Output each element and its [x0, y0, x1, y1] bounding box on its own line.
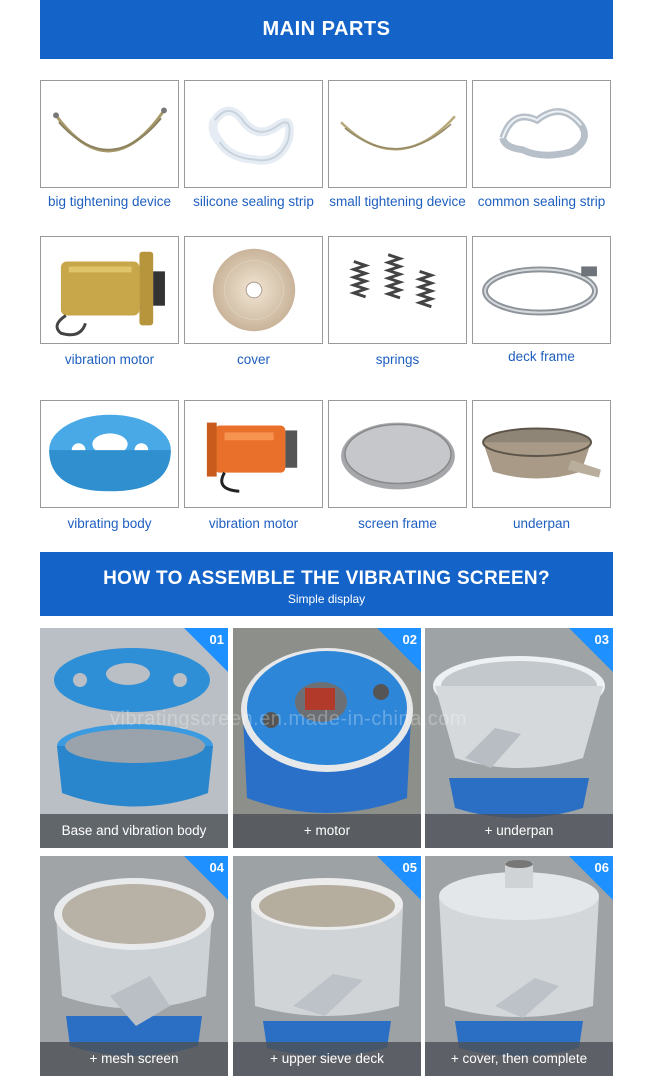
assembly-step-06 [425, 856, 613, 1076]
step-label: Base and vibration body [40, 814, 228, 848]
part-label: small tightening device [329, 194, 466, 209]
part-label: silicone sealing strip [193, 194, 314, 209]
part-vibration-motor-2 [184, 400, 323, 531]
assembly-step-05 [233, 856, 421, 1076]
part-label: vibration motor [208, 516, 299, 531]
part-image [40, 400, 179, 508]
watermark: vibratingscreen.en.made-in-china.com [110, 708, 468, 730]
part-big-tightening-device [40, 80, 179, 209]
part-underpan [472, 400, 611, 531]
part-label: vibration motor [64, 352, 155, 367]
part-label: cover [236, 352, 270, 367]
assembly-step-03 [425, 628, 613, 848]
assemble-banner [40, 552, 613, 616]
step-number: 06 [594, 860, 609, 875]
main-parts-banner [40, 0, 613, 59]
step-label: + mesh screen [40, 1042, 228, 1076]
main-parts-title: MAIN PARTS [262, 18, 391, 40]
step-number: 05 [402, 860, 417, 875]
assemble-subtitle: Simple display [287, 592, 366, 606]
part-vibrating-body [40, 400, 179, 531]
part-label: underpan [512, 516, 571, 531]
part-common-sealing-strip [472, 80, 611, 209]
assembly-step-01 [40, 628, 228, 848]
part-image [328, 400, 467, 508]
part-vibration-motor [40, 236, 179, 367]
part-label: springs [375, 352, 420, 367]
step-label: + cover, then complete [425, 1042, 613, 1076]
part-image [40, 80, 179, 188]
step-label: + motor [233, 814, 421, 848]
part-image [472, 400, 611, 508]
part-image [328, 80, 467, 188]
assemble-title: HOW TO ASSEMBLE THE VIBRATING SCREEN? [103, 568, 550, 589]
part-image [184, 400, 323, 508]
assembly-step-02 [233, 628, 421, 848]
part-image [184, 80, 323, 188]
part-label: common sealing strip [477, 194, 606, 209]
part-silicone-sealing-strip [184, 80, 323, 209]
step-number: 03 [594, 632, 609, 647]
assembly-step-04 [40, 856, 228, 1076]
part-springs [328, 236, 467, 367]
part-image [472, 80, 611, 188]
part-screen-frame [328, 400, 467, 531]
part-label: screen frame [358, 516, 437, 531]
part-label: deck frame [508, 349, 575, 364]
part-label: big tightening device [47, 194, 172, 209]
part-image [328, 236, 467, 344]
step-label: + upper sieve deck [233, 1042, 421, 1076]
step-number: 01 [209, 632, 224, 647]
part-image [40, 236, 179, 344]
part-label: vibrating body [67, 516, 152, 531]
part-image [472, 236, 611, 344]
step-label: + underpan [425, 814, 613, 848]
part-deck-frame [472, 236, 611, 364]
step-number: 04 [209, 860, 224, 875]
step-number: 02 [402, 632, 417, 647]
part-cover [184, 236, 323, 367]
part-small-tightening-device [328, 80, 467, 209]
part-image [184, 236, 323, 344]
